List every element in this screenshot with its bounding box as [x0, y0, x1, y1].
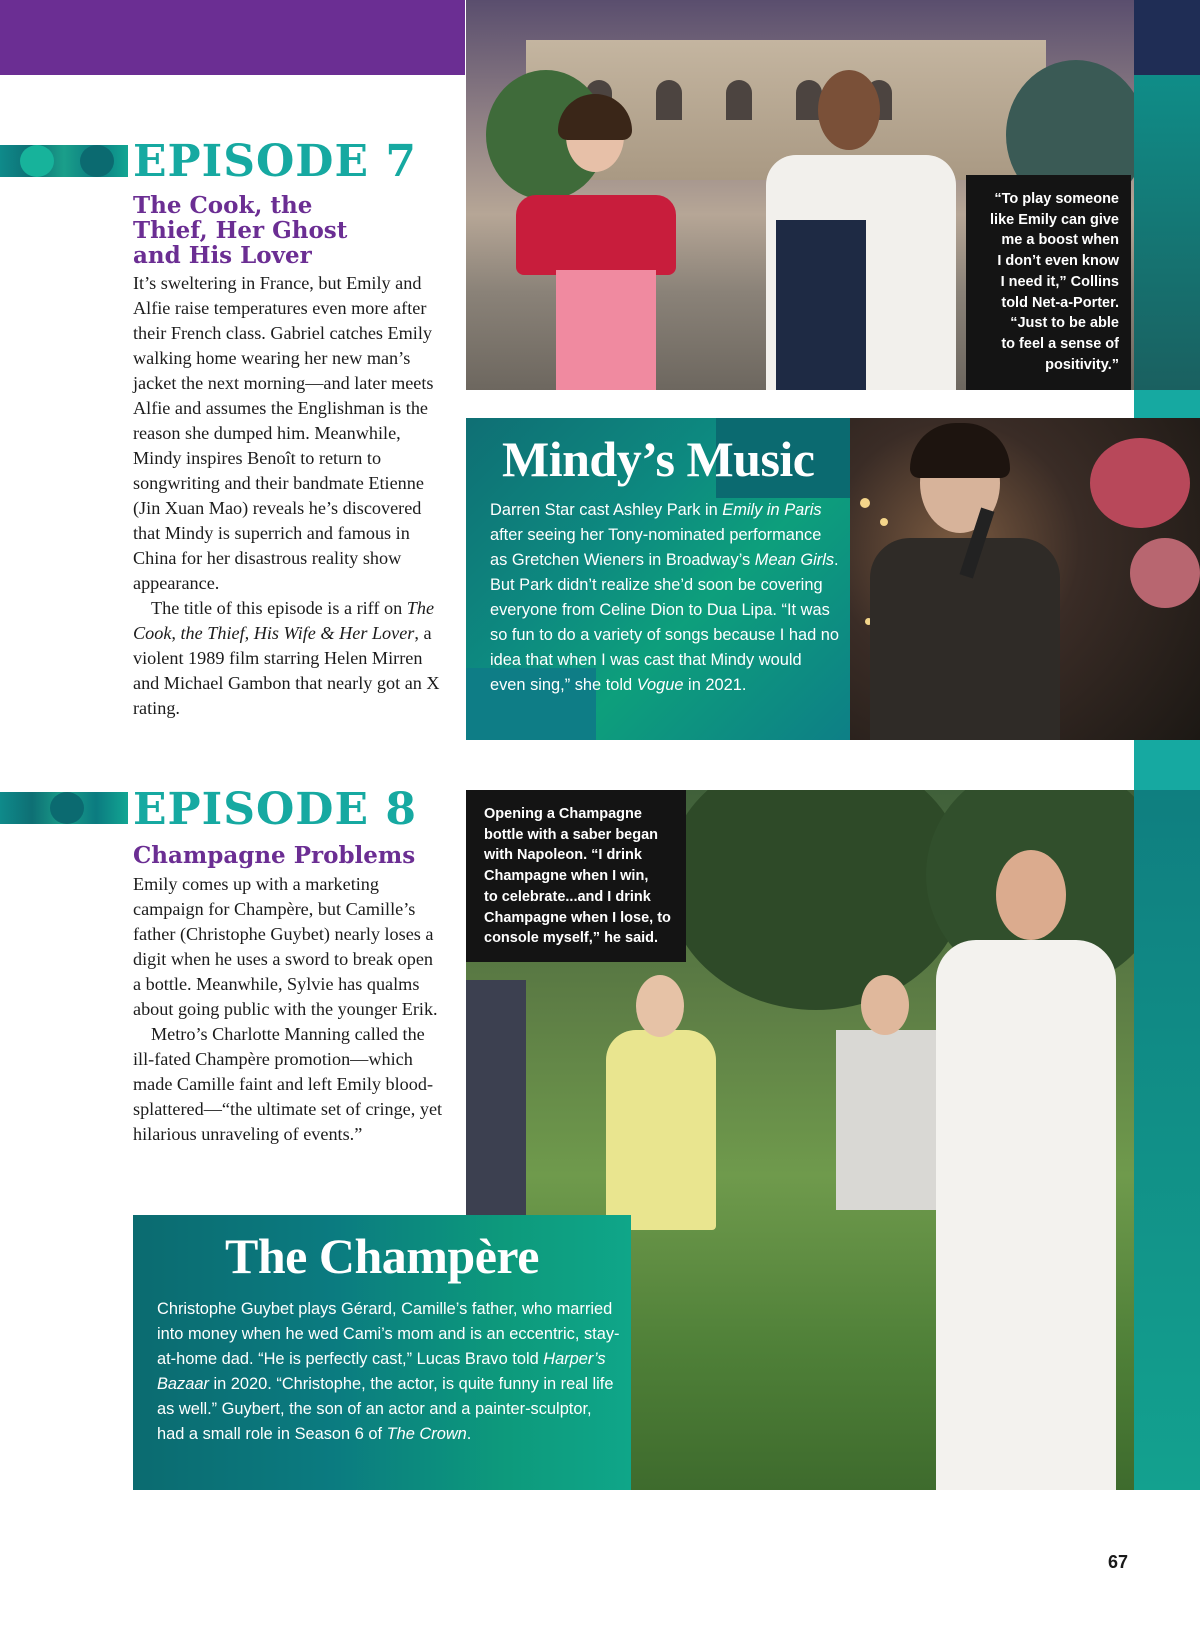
- champere-title: The Champère: [225, 1228, 539, 1284]
- singer-photo: [850, 418, 1200, 740]
- quote-line: console myself,” he said.: [484, 930, 659, 947]
- quote-line: Champagne when I lose, to: [484, 909, 671, 926]
- singer-hair: [910, 423, 1010, 478]
- edge-deco: [1134, 790, 1200, 1490]
- napoleon-quote-box: [466, 790, 686, 962]
- text-span: after seeing her Tony-nominated performance as Gretchen Wieners in Broadway’s: [490, 526, 822, 569]
- collins-quote-box: [966, 175, 1131, 390]
- text-span: , a violent 1989 film starring Helen Mirren and Michael Gambon that nearly got an X rating.: [133, 623, 440, 718]
- mindys-music-text: [490, 498, 840, 698]
- figure-jacket: [776, 220, 866, 390]
- episode-8-stripe: [0, 792, 128, 824]
- body-paragraph: [133, 596, 443, 721]
- quote-line: Champagne when I win,: [484, 868, 649, 885]
- quote-line: me a boost when: [1001, 232, 1119, 249]
- figure-top: [516, 195, 676, 275]
- photo-flowers: [1130, 538, 1200, 608]
- emily-head: [636, 975, 684, 1037]
- text-span: . But Park didn’t realize she’d soon be covering everyone from Celine Dion to Dua Lipa. “It was so fun to do a variety of songs because I had no idea that when I was cast that Mindy would even sing,” she told: [490, 551, 839, 694]
- mindys-music-box: [466, 418, 850, 740]
- italic-title: Emily in Paris: [722, 501, 822, 519]
- text-span: .: [466, 1425, 472, 1443]
- body-paragraph: Metro’s Charlotte Manning called the ill-fated Champère promotion—which made Camille faint and left Emily blood-splattered—“the ultimate set of cringe, yet hilarious unraveling of events.”: [133, 1024, 443, 1144]
- photo-light: [880, 518, 888, 526]
- top-color-bar: [0, 0, 465, 75]
- text-span: Christophe Guybet plays Gérard, Camille’s father, who married into money when he wed Cami’s mom and is an eccentric, stay-at-home dad. “He is perfectly cast,” Lucas Bravo told: [157, 1300, 620, 1368]
- episode-7-stripe: [0, 145, 128, 177]
- italic-title: Vogue: [636, 676, 684, 694]
- episode-7-heading: EPISODE 7: [133, 136, 417, 187]
- emily-figure: [606, 1030, 716, 1230]
- stripe-blob: [50, 792, 84, 824]
- photographer: [466, 980, 526, 1230]
- quote-line: I don’t even know: [997, 253, 1119, 270]
- quote-line: like Emily can give: [990, 211, 1119, 228]
- quote-line: positivity.”: [1045, 356, 1119, 373]
- photo-man: [756, 70, 956, 390]
- photo-tree: [666, 790, 966, 1010]
- photo-window: [726, 80, 752, 120]
- figure-hair: [558, 94, 632, 140]
- episode-8-heading: EPISODE 8: [133, 784, 417, 835]
- italic-title: Mean Girls: [754, 551, 835, 569]
- edge-deco: [1134, 740, 1200, 790]
- body-paragraph: Emily comes up with a marketing campaign for Champère, but Camille’s father (Christophe Guybet) nearly loses a digit when he uses a sword to break open a bottle. Meanwhile, Sylvie has qualms about going public with the younger Erik.: [133, 874, 438, 1019]
- quote-line: “Just to be able: [1010, 315, 1119, 332]
- gerard-head: [996, 850, 1066, 940]
- photo-flowers: [1090, 438, 1190, 528]
- gerard-figure: [936, 940, 1116, 1490]
- text-span: The title of this episode is a riff on: [151, 598, 407, 618]
- text-span: Darren Star cast Ashley Park in: [490, 501, 723, 519]
- photo-woman: [496, 100, 686, 390]
- photo-light: [860, 498, 870, 508]
- man-figure: [836, 1030, 936, 1210]
- text-span: in 2021.: [683, 676, 747, 694]
- quote-line: with Napoleon. “I drink: [484, 847, 642, 864]
- edge-deco: [1134, 390, 1200, 418]
- man-head: [861, 975, 909, 1035]
- episode-7-subtitle: [133, 193, 347, 268]
- italic-title: Harper’s Bazaar: [157, 1350, 606, 1393]
- mindys-music-title: Mindy’s Music: [502, 431, 815, 487]
- quote-line: to feel a sense of: [1001, 335, 1119, 352]
- quote-line: “To play someone: [994, 191, 1119, 207]
- episode-8-body: [133, 872, 443, 1147]
- page-number: 67: [1108, 1552, 1129, 1572]
- subtitle-line: and His Lover: [133, 242, 312, 269]
- figure-skirt: [556, 270, 656, 390]
- subtitle-line: Thief, Her Ghost: [133, 217, 348, 244]
- figure-head: [818, 70, 880, 150]
- quote-line: bottle with a saber began: [484, 826, 659, 843]
- quote-line: I need it,” Collins: [1000, 273, 1119, 290]
- subtitle-line: The Cook, the: [133, 192, 313, 219]
- italic-title: The Crown: [386, 1425, 467, 1443]
- quote-line: Opening a Champagne: [484, 806, 642, 822]
- text-span: in 2020. “Christophe, the actor, is quite funny in real life as well.” Guybert, the son of an actor and a painter-sculptor, had a small role in Season 6 of: [157, 1375, 614, 1443]
- stripe-blob: [20, 145, 54, 177]
- edge-deco: [1134, 0, 1200, 75]
- quote-line: told Net-a-Porter.: [1001, 294, 1119, 311]
- champere-box: [133, 1215, 631, 1490]
- champere-text: [157, 1297, 622, 1447]
- edge-deco: [1134, 75, 1200, 390]
- stripe-blob: [80, 145, 114, 177]
- body-paragraph: It’s sweltering in France, but Emily and Alfie raise temperatures even more after their French class. Gabriel catches Emily walking home wearing her new man’s jacket the next morning—and later meets Alfie and assumes the Englishman is the reason she dumped him. Meanwhile, Mindy inspires Benoît to return to songwriting and their bandmate Etienne (Jin Xuan Mao) reveals he’s discovered that Mindy is superrich and famous in China for her disastrous reality show appearance.: [133, 273, 434, 593]
- episode-7-body: [133, 271, 443, 721]
- quote-line: to celebrate...and I drink: [484, 888, 651, 905]
- film-title: The Cook, the Thief, His Wife & Her Lover: [133, 598, 435, 643]
- episode-8-subtitle: Champagne Problems: [133, 842, 416, 869]
